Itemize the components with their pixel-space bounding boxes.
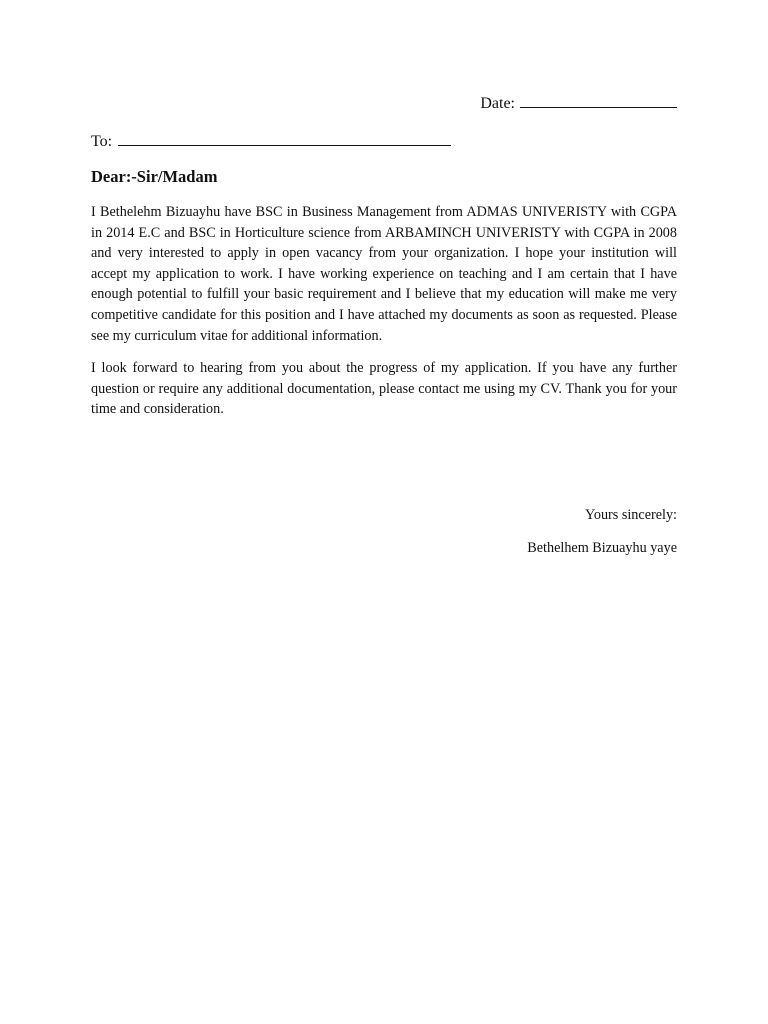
closing-phrase: Yours sincerely: — [585, 507, 677, 523]
salutation: Dear:-Sir/Madam — [91, 167, 218, 186]
date-field — [480, 92, 677, 113]
body-paragraph-2: I look forward to hearing from you about the progress of my application. If you have any further question or require any additional documentation, please contact me using my CV. Thank you for your time and consideration. — [91, 360, 677, 418]
recipient-blank-line — [118, 130, 451, 146]
date-blank-line — [520, 92, 677, 108]
body-paragraph-1: I Bethelehm Bizuayhu have BSC in Business Management from ADMAS UNIVERISTY with CGPA in 2014 E.C and BSC in Horticulture science from ARBAMINCH UNIVERISTY with CGPA in 2008 and very interested to apply in open vacancy from your organization. I hope your institution will accept my application to work. I have working experience on teaching and I am certain that I have enough potential to fulfill your basic requirement and I believe that my education will make me very competitive candidate for this position and I have attached my documents as soon as requested. Please see my curriculum vitae for additional information. — [91, 204, 677, 344]
date-label: Date: — [480, 95, 515, 112]
recipient-field — [91, 130, 451, 151]
signature-name: Bethelhem Bizuayhu yaye — [527, 540, 677, 556]
to-label: To: — [91, 133, 113, 150]
